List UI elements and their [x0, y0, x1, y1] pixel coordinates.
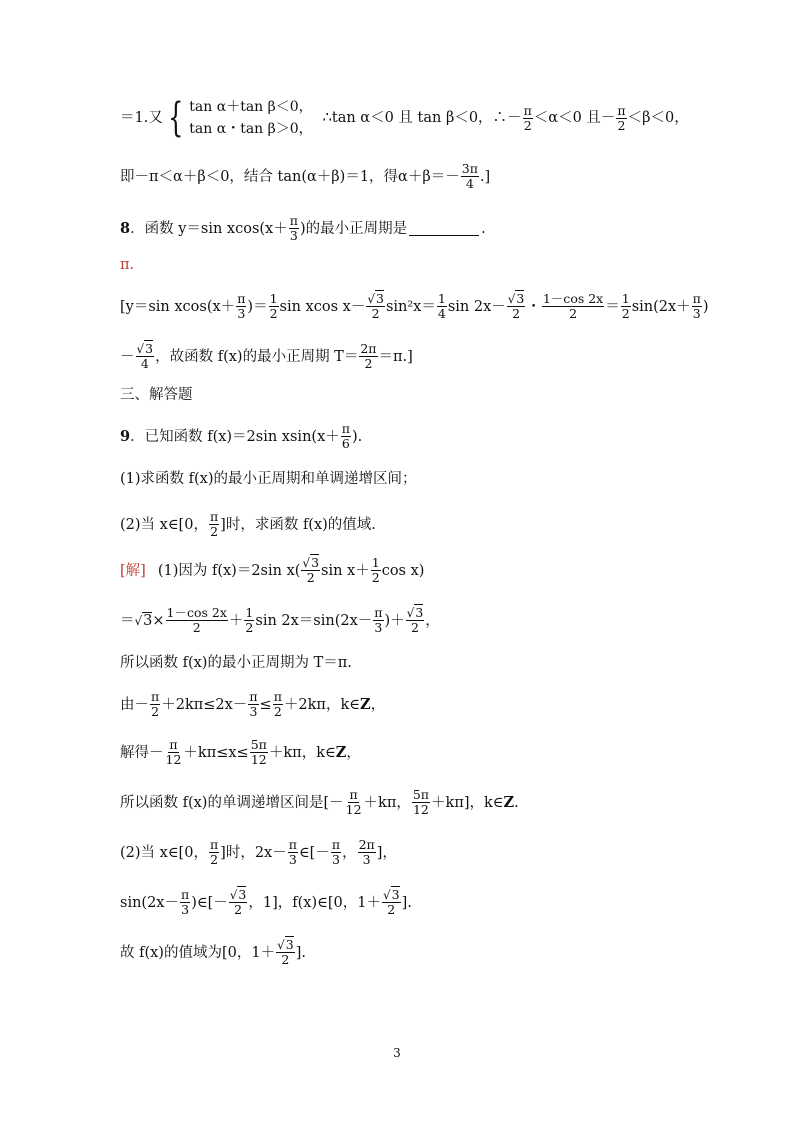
fraction: [692, 292, 702, 321]
text: sin 2x－: [447, 298, 506, 315]
text: ，: [342, 844, 357, 861]
fraction: [273, 690, 283, 719]
text: ，: [346, 744, 361, 761]
text: ]，: [376, 844, 397, 861]
denominator: 2: [621, 306, 630, 321]
question-9: [120, 422, 362, 451]
section-heading: [120, 386, 193, 404]
numerator: [382, 888, 401, 903]
text: (2)当 x∈[0，: [120, 844, 208, 861]
numerator: [301, 556, 320, 571]
question-9-part-1: [120, 470, 417, 488]
radicand: 3: [415, 605, 424, 620]
denominator: 2: [273, 704, 282, 719]
text: ＝1.又: [120, 110, 163, 126]
fraction: [461, 162, 479, 191]
solution-line-5: [120, 738, 361, 767]
text: ≤: [259, 696, 272, 713]
numerator: π: [523, 102, 532, 118]
numerator: 1: [269, 291, 278, 306]
brace-symbol: {: [167, 95, 184, 141]
denominator: 2: [569, 306, 578, 321]
numerator: π: [617, 102, 626, 118]
fraction: [366, 292, 385, 321]
solution-line-1: [120, 556, 424, 585]
denominator: 12: [250, 752, 267, 767]
text: sin xcos x－: [279, 298, 366, 315]
fraction: [136, 342, 155, 371]
denominator: 6: [341, 436, 350, 451]
denominator: 3: [362, 852, 371, 867]
numerator: π: [151, 689, 160, 704]
text: sin(2x＋: [631, 298, 691, 315]
fraction: [209, 510, 219, 539]
denominator: 2: [411, 620, 419, 635]
sqrt: √3: [367, 291, 384, 306]
sqrt: √3: [136, 341, 154, 356]
fraction: [301, 556, 320, 585]
system-line-1: tan α＋tan β＜0，: [189, 99, 313, 115]
numerator: π: [349, 787, 358, 802]
numerator: π: [273, 689, 282, 704]
text: ＋kπ]，k∈: [431, 794, 504, 811]
numerator: π: [289, 213, 298, 228]
numerator: π: [692, 291, 701, 306]
fraction: [412, 788, 430, 817]
text: ]时，求函数 f(x)的值域.: [220, 516, 376, 533]
fraction: [523, 104, 533, 133]
denominator: 2: [371, 306, 380, 321]
fraction: [276, 938, 295, 967]
numerator: 1: [245, 605, 254, 620]
text: (1)求函数 f(x)的最小正周期和单调递增区间；: [120, 471, 417, 487]
answer-text: π.: [120, 257, 135, 273]
fraction: [289, 214, 299, 243]
denominator: 3: [289, 228, 298, 243]
text: [y＝sin xcos(x＋: [120, 298, 236, 315]
text: ，1]，f(x)∈[0，1＋: [248, 894, 381, 911]
radicand: 3: [516, 291, 525, 306]
numerator: 1: [437, 291, 446, 306]
fraction: [358, 838, 376, 867]
fraction: [341, 422, 351, 451]
fraction: [359, 342, 377, 371]
fraction: [165, 738, 183, 767]
denominator: 2: [617, 117, 626, 133]
solution-line-7: [120, 838, 397, 867]
numerator: 5π: [250, 737, 267, 752]
text: sin 2x＝sin(2x－: [255, 612, 373, 629]
numerator: π: [288, 837, 297, 852]
answer-8: [120, 256, 134, 274]
denominator: 4: [465, 176, 474, 191]
denominator: 2: [281, 952, 290, 967]
integer-set-symbol: Z: [359, 695, 371, 713]
radicand: 3: [145, 341, 154, 356]
text: 解得－: [120, 744, 164, 761]
text: ×: [152, 612, 165, 629]
text: ．函数 y＝sin xcos(x＋: [130, 220, 288, 237]
text: )的最小正周期是: [299, 220, 408, 237]
fraction: [236, 292, 246, 321]
denominator: 4: [140, 356, 149, 371]
sqrt: √3: [134, 612, 153, 629]
solution-line-3: [120, 654, 352, 672]
fraction: [406, 606, 425, 635]
solution-line-2: [120, 606, 440, 635]
text: ＋kπ，k∈: [268, 744, 336, 761]
text: ，: [425, 612, 440, 629]
denominator: 12: [412, 802, 429, 817]
sqrt: √3: [406, 605, 424, 620]
sqrt: √3: [229, 887, 247, 902]
text: (2)当 x∈[0，: [120, 516, 208, 533]
text: sin x＋: [321, 562, 370, 579]
radicand: 3: [238, 887, 247, 902]
solution-line-6: [120, 788, 519, 817]
denominator: 2: [245, 620, 254, 635]
text: .: [514, 794, 519, 811]
denominator: 2: [306, 570, 315, 585]
denominator: 12: [345, 802, 362, 817]
fraction: [244, 606, 254, 635]
fraction: [248, 690, 258, 719]
fraction: [437, 292, 447, 321]
text: ＜β＜0，: [627, 110, 689, 126]
numerator: 2π: [358, 837, 375, 852]
page-number: 3: [393, 1046, 401, 1060]
text: ＋kπ≤x≤: [183, 744, 249, 761]
numerator: [507, 292, 526, 307]
text: 即－π＜α＋β＜0，结合 tan(α＋β)＝1，得α＋β＝－: [120, 168, 460, 185]
denominator: 12: [165, 752, 182, 767]
denominator: 2: [210, 852, 219, 867]
numerator: π: [209, 509, 219, 524]
sqrt: √3: [277, 937, 294, 952]
fraction: [166, 606, 228, 635]
text: ): [702, 298, 709, 315]
text: sin(2x－: [120, 894, 179, 911]
integer-set-symbol: Z: [503, 793, 515, 811]
numerator: π: [169, 737, 178, 752]
fraction: [373, 606, 383, 635]
text: ＋2kπ≤2x－: [161, 696, 248, 713]
denominator: 3: [237, 306, 246, 321]
text: )∈[－: [191, 894, 228, 911]
numerator: 5π: [412, 787, 430, 802]
fraction: [331, 838, 341, 867]
text: ).: [351, 428, 363, 445]
numerator: π: [249, 689, 258, 704]
numerator: 1: [371, 555, 380, 570]
text: .]: [479, 168, 491, 185]
denominator: 2: [371, 570, 380, 585]
text: (1)因为 f(x)＝2sin x(: [157, 562, 301, 579]
denominator: 2: [523, 117, 532, 133]
text: －: [120, 348, 135, 365]
solution-line-9: [120, 938, 306, 967]
numerator: 1: [621, 291, 630, 306]
denominator: 2: [234, 902, 243, 917]
text: ∴tan α＜0 且 tan β＜0，∴－: [322, 110, 522, 126]
solution-8-line-1: [120, 292, 709, 321]
text: ，故函数 f(x)的最小正周期 T＝: [155, 348, 359, 365]
numerator: π: [341, 421, 350, 436]
radicand: 3: [375, 291, 384, 306]
system-line-2: tan α・tan β＞0，: [189, 121, 313, 137]
numerator: 3π: [461, 161, 478, 176]
numerator: π: [180, 887, 190, 902]
text: ].: [401, 894, 412, 911]
text: sin²x＝: [385, 298, 436, 315]
integer-set-symbol: Z: [335, 743, 347, 761]
fraction: [616, 104, 626, 133]
fraction: [507, 292, 526, 321]
numerator: π: [331, 837, 341, 852]
denominator: 3: [374, 620, 383, 635]
solution-line-8: [120, 888, 412, 917]
numerator: 1－cos 2x: [166, 605, 227, 620]
text: 所以函数 f(x)的最小正周期为 T＝π.: [120, 655, 352, 671]
sqrt: √3: [382, 887, 400, 902]
denominator: 2: [364, 356, 373, 371]
fraction: [288, 838, 298, 867]
solution-tag: [解]: [120, 562, 146, 579]
fraction: [371, 556, 381, 585]
text: ＋kπ，: [363, 794, 411, 811]
numerator: [406, 606, 425, 621]
text: ＜α＜0 且－: [533, 110, 616, 126]
numerator: π: [209, 837, 219, 852]
text: ].: [295, 944, 306, 961]
text: ＋2kπ，k∈: [283, 696, 360, 713]
text: 由－: [120, 696, 149, 713]
text: 所以函数 f(x)的单调递增区间是[－: [120, 794, 344, 811]
denominator: 3: [331, 852, 340, 867]
denominator: 2: [151, 704, 160, 719]
numerator: π: [237, 291, 246, 306]
numerator: [366, 292, 385, 307]
question-number: 9: [120, 427, 131, 445]
answer-blank: [409, 221, 479, 236]
text: ＝: [605, 298, 620, 315]
question-9-part-2: [120, 510, 376, 539]
numerator: [136, 342, 155, 357]
solution-line-4: [120, 690, 385, 719]
section-title: 三、解答题: [120, 387, 193, 403]
radicand: 3: [311, 555, 320, 570]
text: ．已知函数 f(x)＝2sin xsin(x＋: [130, 428, 340, 445]
fraction: [180, 888, 190, 917]
denominator: 2: [269, 306, 278, 321]
denominator: 3: [181, 902, 190, 917]
text: ＝: [120, 612, 135, 629]
text: .: [481, 220, 486, 237]
numerator: [229, 888, 248, 903]
fraction: [542, 292, 604, 321]
question-number: 8: [120, 219, 131, 237]
text: ，: [370, 696, 386, 713]
sqrt: √3: [507, 291, 525, 306]
denominator: 3: [249, 704, 258, 719]
sqrt: √3: [302, 555, 320, 570]
text: ＋: [228, 612, 244, 629]
radicand: 3: [391, 887, 400, 902]
text: cos x): [381, 562, 425, 579]
line-2: [120, 162, 490, 191]
denominator: 3: [692, 306, 701, 321]
numerator: 1－cos 2x: [542, 291, 604, 306]
radicand: 3: [285, 937, 294, 952]
fraction: [250, 738, 268, 767]
text: ]时，2x－: [220, 844, 287, 861]
numerator: [276, 938, 295, 953]
text: )＝: [247, 298, 268, 315]
text: 故 f(x)的值域为[0，1＋: [120, 944, 276, 961]
fraction: [209, 838, 219, 867]
denominator: 3: [288, 852, 297, 867]
fraction: [229, 888, 248, 917]
denominator: 2: [210, 524, 219, 539]
denominator: 2: [387, 902, 396, 917]
text: ・: [526, 298, 541, 315]
denominator: 2: [192, 620, 201, 635]
denominator: 2: [512, 306, 521, 321]
numerator: π: [374, 605, 383, 620]
line-1: [120, 96, 689, 140]
denominator: 4: [437, 306, 446, 321]
numerator: 2π: [360, 341, 377, 356]
inequality-system: [189, 96, 312, 140]
text: ∈[－: [298, 844, 330, 861]
text: )＋: [384, 612, 405, 629]
text: ＝π.]: [378, 348, 413, 365]
radicand: 3: [143, 612, 153, 629]
fraction: [382, 888, 401, 917]
fraction: [269, 292, 279, 321]
fraction: [621, 292, 631, 321]
question-8: [120, 214, 486, 243]
solution-8-line-2: [120, 342, 413, 371]
fraction: [150, 690, 160, 719]
fraction: [345, 788, 363, 817]
